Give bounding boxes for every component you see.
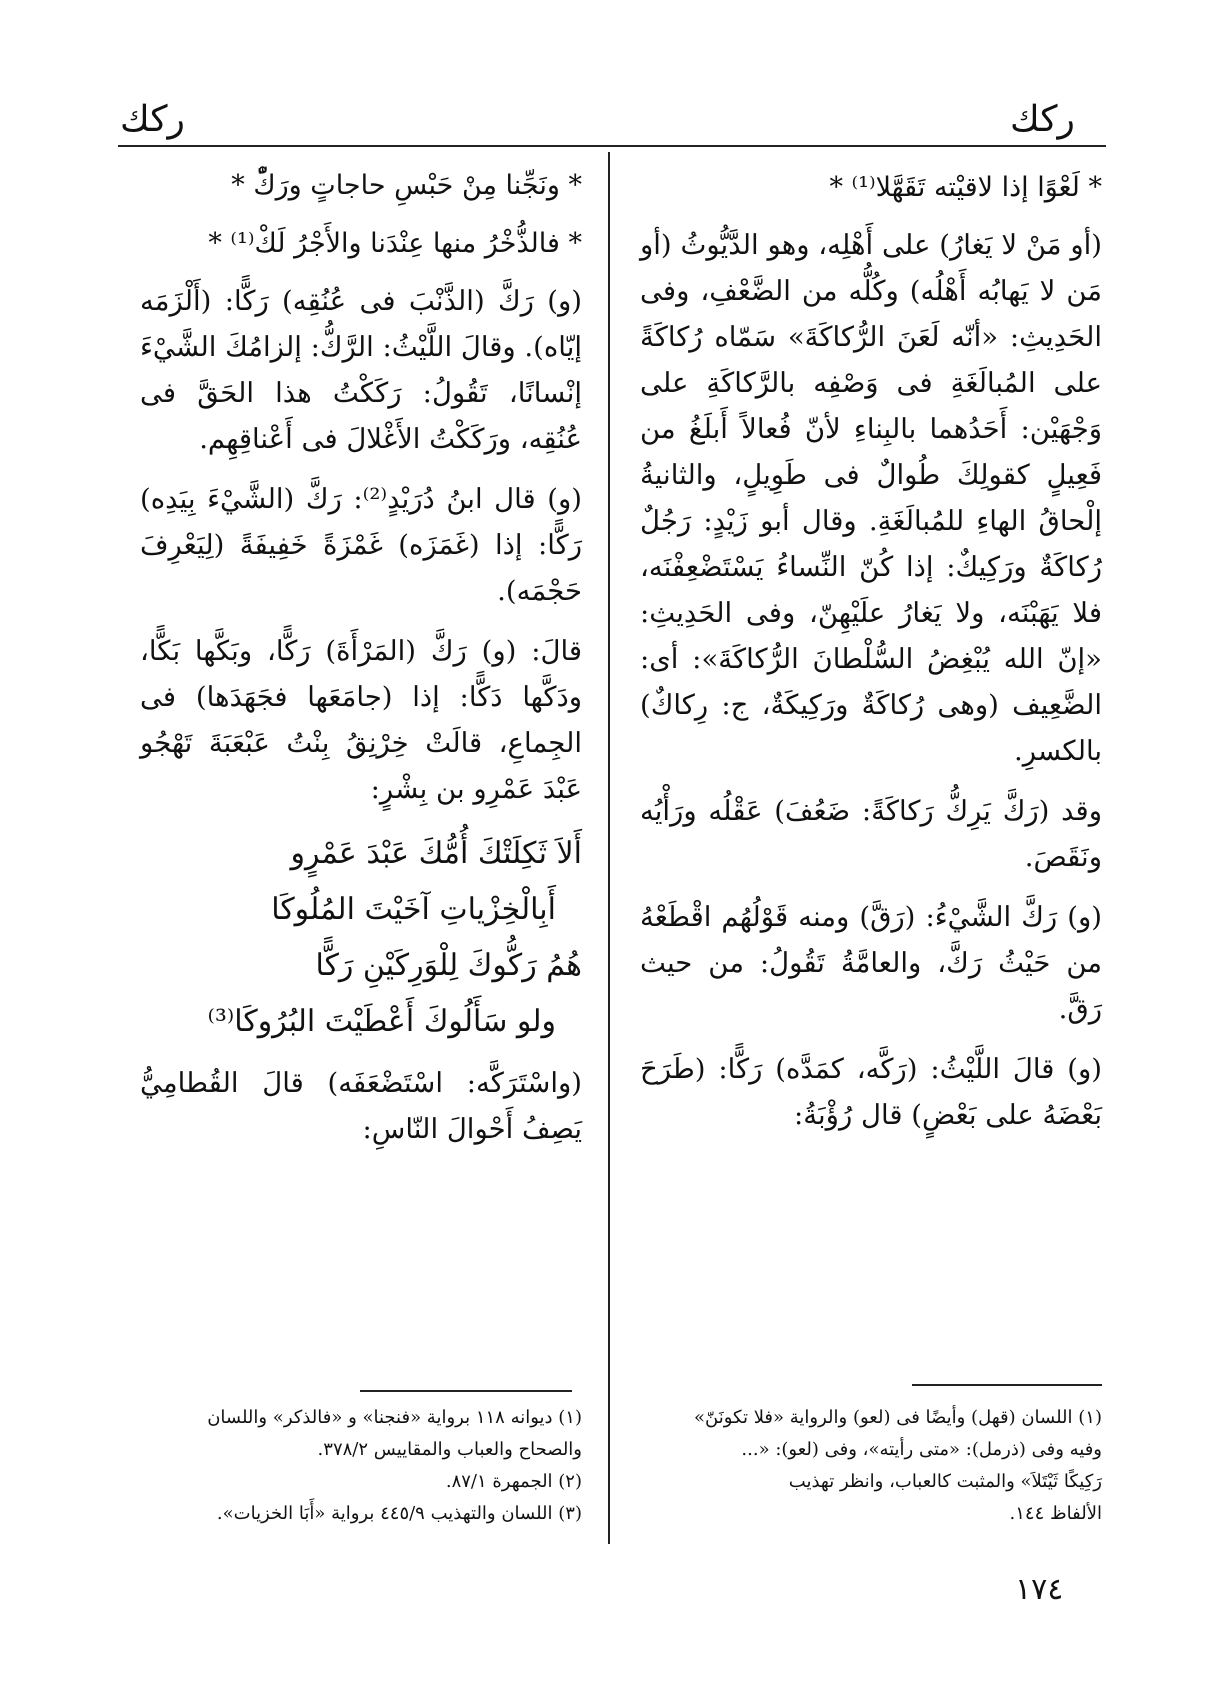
- verse-line: * ونَجِّنا مِنْ حَبْسِ حاجاتٍ ورَكّْ *: [231, 170, 582, 201]
- page-number: ١٧٤: [1015, 1572, 1064, 1607]
- paragraph: (و) رَكَّ (الذَّنْبَ فى عُنُقِه) رَكًّا: (أَلْزَمَه إيّاه). وقالَ اللَّيْثُ: الرَّكُّ: إلزامُكَ الشَّيْءَ إنْسانًا، تَقُولُ: رَكَكْتُ هذا الحَقَّ فى عُنُقِه، ورَكَكْتُ الأَغْلالَ فى أَعْناقِهِم.: [139, 285, 582, 455]
- paragraph: (و) رَكَّ الشَّيْءُ: (رَقَّ) ومنه قَوْلُهُم اقْطَعْهُ من حَيْثُ رَكَّ، والعامَّةُ تَقُولُ: من حيث رَقَّ.: [640, 901, 1102, 1025]
- header-rule: [118, 145, 1106, 147]
- running-header-left: ركك: [120, 99, 185, 140]
- paragraph: وقد (رَكَّ يَرِكُّ رَكاكَةً: ضَعُفَ) عَقْلُه ورَأْيُه ونَقَصَ.: [640, 795, 1102, 873]
- poem-line: أَبِالْخِزْياتِ آخَيْتَ المُلُوكَا: [271, 892, 556, 927]
- paragraph: (و) قالَ اللَّيْثُ: (رَكَّه، كمَدَّه) رَكًّا: (طَرَحَ بَعْضَهُ على بَعْضٍ) قال رُؤْبَةُ:: [640, 1053, 1102, 1131]
- paragraph: (واسْتَرَكَّه: اسْتَضْعَفَه) قالَ القُطامِيُّ يَصِفُ أَحْوالَ النّاسِ:: [140, 1067, 582, 1145]
- footnote-line: رَكِيكًا ثَيْتَلاَ» والمثبت كالعباب، وانظر تهذيب: [788, 1471, 1102, 1492]
- verse-line: * لَعْوًا إذا لاقيْته تَقَهَّلا⁽¹⁾ *: [829, 172, 1102, 203]
- poem-line: أَلاَ ثَكِلَتْكَ أُمُّكَ عَبْدَ عَمْرٍو: [290, 836, 582, 871]
- left-column: [140, 162, 582, 1166]
- poem: [140, 826, 582, 1050]
- footnote-line: والصحاح والعباب والمقاييس ٣٧٨/٢.: [317, 1439, 582, 1460]
- poem-line: هُمُ رَكُّوكَ لِلْوَرِكَيْنِ رَكًّا: [315, 948, 582, 983]
- footnote-line: (٢) الجمهرة ٨٧/١.: [445, 1471, 582, 1492]
- footnotes-left: [140, 1402, 582, 1530]
- paragraph: (أو مَنْ لا يَغارُ) على أَهْلِه، وهو الدَّيُّوثُ (أو مَن لا يَهابُه أَهْلُه) وكُلُّه من الضَّعْفِ، وفى الحَدِيثِ: «أنّه لَعَنَ الرُّكاكَةَ» سَمّاه رُكاكَةً على المُبالَغَةِ فى وَصْفِه بالرَّكاكَةِ على وَجْهَيْن: أَحَدُهما بالبِناءِ لأنّ فُعالاً أَبلَغُ من فَعِيلٍ كقولِكَ طُوالٌ فى طَوِيلٍ، والثانيةُ إلْحاقُ الهاءِ للمُبالَغَةِ. وقال أبو زَيْدٍ: رَجُلٌ رُكاكَةٌ ورَكِيكٌ: إذا كُنّ النِّساءُ يَسْتَضْعِفْنَه، فلا يَهَبْنَه، ولا يَغارُ علَيْهِنّ، وفى الحَدِيثِ: «إنّ الله يُبْغِضُ السُّلْطانَ الرُّكاكَةَ»: أى: الضَّعِيف (وهى رُكاكَةٌ ورَكِيكَةٌ، ج: رِكاكٌ) بالكسرِ.: [640, 229, 1102, 767]
- footnote-line: (١) ديوانه ١١٨ برواية «فنجنا» و «فالذكر» واللسان: [207, 1407, 582, 1428]
- footnote-line: وفيه وفى (ذرمل): «متى رأيته»، وفى (لعو): «...: [741, 1439, 1102, 1460]
- verse-line: * فالذُّخْرُ منها عِنْدَنا والأَجْرُ لَكْ⁽¹⁾ *: [208, 228, 582, 259]
- footnote-rule: [912, 1384, 1102, 1386]
- column-divider: [608, 152, 610, 1544]
- paragraph: (و) قال ابنُ دُرَيْدٍ⁽²⁾: رَكَّ (الشَّيْءَ بِيَدِه) رَكًّا: إذا (غَمَزَه) غَمْزَةً خَفِيفَةً (لِيَعْرِفَ حَجْمَه).: [140, 483, 582, 607]
- footnote-rule: [360, 1390, 572, 1392]
- poem-line: ولو سَأَلُوكَ أَعْطَيْتَ البُرُوكَا⁽³⁾: [207, 1004, 556, 1039]
- footnote-line: (٣) اللسان والتهذيب ٤٤٥/٩ برواية «أَبَا الخزيات».: [216, 1503, 582, 1524]
- running-header-right: ركك: [1010, 99, 1075, 140]
- footnotes-right: [640, 1402, 1102, 1530]
- footnote-line: (١) اللسان (قهل) وأيضًا فى (لعو) والرواية «فلا تكونَنّ»: [694, 1407, 1102, 1428]
- footnote-line: الألفاظ ١٤٤.: [1009, 1503, 1102, 1524]
- paragraph: قالَ: (و) رَكَّ (المَرْأَةَ) رَكًّا، وبَكَّها بَكًّا، ودَكَّها دَكًّا: إذا (جامَعَها فجَهَدَها) فى الجِماعِ، قالَتْ خِرْنِقُ بِنْتُ عَبْعَبَةَ تَهْجُو عَبْدَ عَمْرِو بن بِشْرٍ:: [140, 635, 582, 805]
- right-column: [640, 164, 1102, 1152]
